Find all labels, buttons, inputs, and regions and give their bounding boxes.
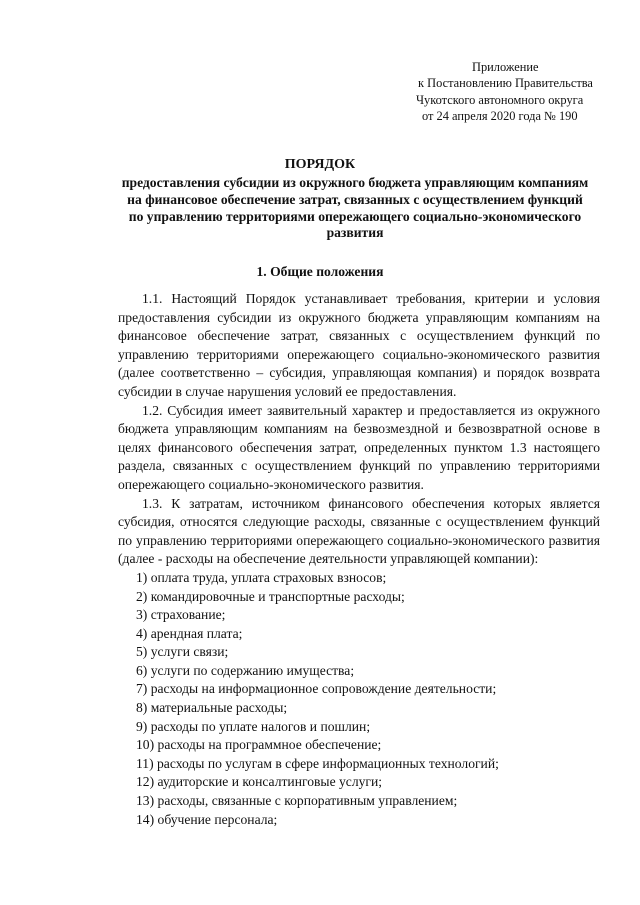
list-item: 7) расходы на информационное сопровождение деятельности;	[136, 681, 497, 697]
appendix-line: Чукотского автономного округа	[416, 92, 584, 107]
document-subtitle: предоставления субсидии из окружного бюджета управляющим компаниям на финансовое обеспечение затрат, связанных с осуществлением функций по управлению территориями опережающего социально-экономического развития	[121, 175, 589, 241]
paragraph-1-2: 1.2. Субсидия имеет заявительный характер и предоставляется из окружного бюджета управляющим компаниям на безвозмездной и безвозвратной основе в целях финансового обеспечения затрат, определенных пунктом 1.3 настоящего раздела, связанных с осуществлением функций по управлению территориями опережающего социально-экономического развития.	[118, 402, 600, 492]
list-item: 2) командировочные и транспортные расходы;	[136, 588, 405, 604]
list-item: 8) материальные расходы;	[136, 700, 288, 716]
expense-list	[118, 569, 600, 829]
list-item: 10) расходы на программное обеспечение;	[136, 737, 382, 753]
appendix-note	[412, 59, 622, 124]
list-item: 6) услуги по содержанию имущества;	[136, 662, 355, 678]
paragraph-1-3: 1.3. К затратам, источником финансового обеспечения которых является субсидия, относятся следующие расходы, связанные с осуществлением функций по управлению территориями опережающего социально-экономического развития (далее - расходы на обеспечение деятельности управляющей компании):	[118, 495, 600, 567]
paragraph-1-1: 1.1. Настоящий Порядок устанавливает требования, критерии и условия предоставления субсидии из окружного бюджета управляющим компаниям на финансовое обеспечение затрат, связанных с осуществлением функций по управлению территориями опережающего социально-экономического развития (далее соответственно – субсидия, управляющая компания) и порядок возврата субсидии в случае нарушения условий ее предоставления.	[118, 291, 600, 399]
list-item: 12) аудиторские и консалтинговые услуги;	[136, 774, 383, 790]
list-item: 14) обучение персонала;	[136, 811, 278, 827]
document-body	[118, 290, 600, 829]
appendix-line: к Постановлению Правительства	[418, 76, 593, 91]
list-item: 9) расходы по уплате налогов и пошлин;	[136, 718, 371, 734]
appendix-line: от 24 апреля 2020 года № 190	[422, 108, 578, 123]
list-item: 3) страхование;	[136, 607, 226, 623]
list-item: 5) услуги связи;	[136, 644, 229, 660]
appendix-line: Приложение	[472, 60, 539, 74]
section-heading: 1. Общие положения	[256, 264, 384, 279]
list-item: 4) арендная плата;	[136, 625, 243, 641]
list-item: 11) расходы по услугам в сфере информационных технологий;	[136, 755, 499, 771]
list-item: 1) оплата труда, уплата страховых взносов;	[136, 569, 387, 585]
document-title: ПОРЯДОК	[284, 157, 356, 172]
list-item: 13) расходы, связанные с корпоративным управлением;	[136, 793, 458, 809]
